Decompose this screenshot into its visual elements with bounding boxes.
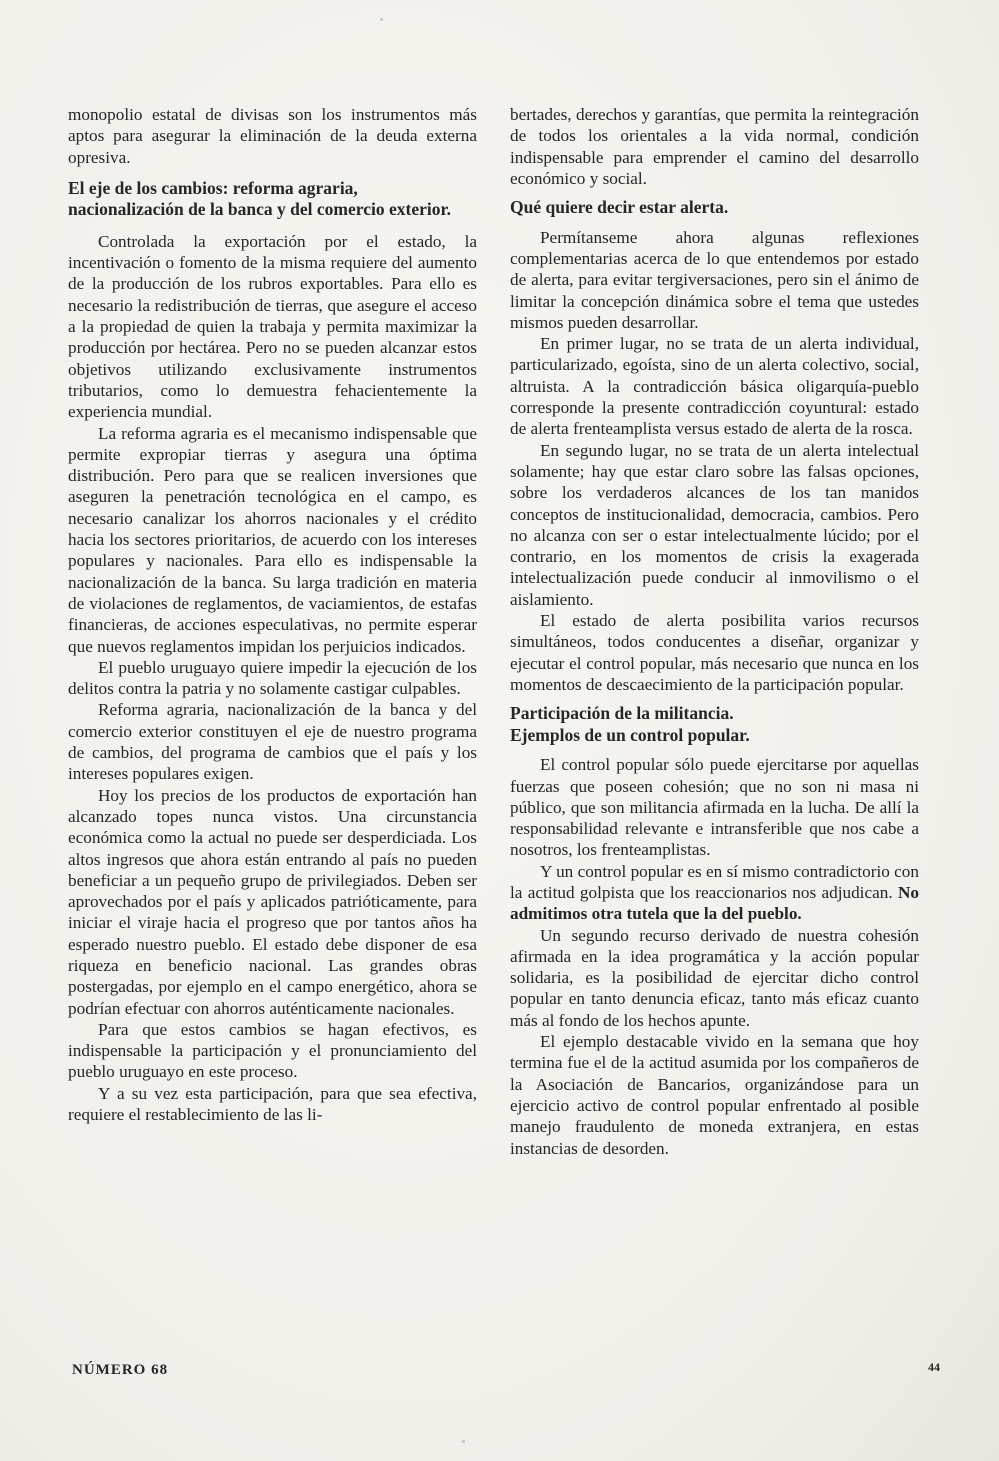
- paragraph: El ejemplo destacable vivido en la semana que hoy termina fue el de la actitud asumida por los compañeros de la Asociación de Bancarios, organizándose para un ejercicio activo de control popular enfrentado al posible manejo fraudulento de moneda extranjera, en estas instancias de desorden.: [510, 1032, 919, 1158]
- paper-speck: [380, 18, 383, 21]
- section-heading-line: Ejemplos de un control popular.: [510, 724, 750, 745]
- paragraph: bertades, derechos y garantías, que permita la reintegración de todos los orientales a la vida normal, condición indispensable para emprender el camino del desarrollo económico y social.: [510, 105, 919, 188]
- paragraph: Para que estos cambios se hagan efectivos, es indispensable la participación y el pronunciamiento del pueblo uruguayo en este proceso.: [68, 1019, 477, 1082]
- paragraph: En segundo lugar, no se trata de un alerta intelectual solamente; hay que estar claro sobre las falsas opciones, sobre los verdaderos alcances de los tan manidos conceptos de institucionalidad, democracia, cambios. Pero no alcanza con ser o estar intelectualmente lúcido; por el contrario, en los momentos de crisis la exagerada intelectualización puede conducir al inmovilismo o el aislamiento.: [510, 440, 919, 609]
- paragraph: Controlada la exportación por el estado, la incentivación o fomento de la misma requiere del aumento de la producción de los rubros exportables. Para ello es necesario la redistribución de tierras, que asegure el acceso a la propiedad de quien la trabaja y permita maximizar la producción por hectárea. Pero no se pueden alcanzar estos objetivos utilizando exclusivamente instrumentos tributarios, como lo demuestra fehacientemente la experiencia mundial.: [68, 231, 477, 422]
- paragraph: [510, 861, 919, 925]
- paragraph: La reforma agraria es el mecanismo indispensable que permite expropiar tierras y asegura una óptima distribución. Pero para que se realicen inversiones que aseguren la penetración tecnológica en el campo, es necesario canalizar los ahorros nacionales y el crédito hacia los sectores prioritarios, de acuerdo con los intereses populares y nacionales. Para ello es indispensable la nacionalización de la banca. Su larga tradición en materia de violaciones de reglamentos, de vaciamientos, de estafas financieras, de acciones especulativas, no permite esperar que nuevos reglamentos impidan los perjuicios indicados.: [68, 423, 477, 656]
- section-heading: El eje de los cambios: reforma agraria, nacionalización de la banca y del comercio exterior.: [68, 177, 452, 220]
- paragraph: monopolio estatal de divisas son los instrumentos más aptos para asegurar la eliminación de la deuda externa opresiva.: [68, 105, 477, 167]
- paragraph: Y a su vez esta participación, para que sea efectiva, requiere el restablecimiento de las li-: [68, 1083, 477, 1125]
- section-heading-line: Participación de la militancia.: [510, 703, 734, 724]
- paragraph-text: Y un control popular es en sí mismo contradictorio con la actitud golpista que los reaccionarios nos adjudican.: [510, 861, 919, 902]
- paragraph: Permítanseme ahora algunas reflexiones complementarias acerca de lo que entendemos por estado de alerta, para evitar tergiversaciones, pero sin el ánimo de limitar la concepción dinámica sobre el tema que ustedes mismos pueden desarrollar.: [510, 227, 919, 332]
- paragraph: Hoy los precios de los productos de exportación han alcanzado topes nunca vistos. Una circunstancia económica como la actual no puede ser desperdiciada. Los altos ingresos que ahora están entrando al país no pueden beneficiar a un pequeño grupo de privilegiados. Deben ser aprovechados por el país y aplicados patrióticamente, para iniciar el viraje hacia el progreso que por tantos años ha esperado nuestro pueblo. El estado debe disponer de esa riqueza en beneficio nacional. Las grandes obras postergadas, por ejemplo en el campo energético, ahora se podrían efectuar con ahorros auténticamente nacionales.: [68, 785, 477, 1018]
- issue-number: NÚMERO 68: [72, 1362, 169, 1378]
- paragraph: Un segundo recurso derivado de nuestra cohesión afirmada en la idea programática y la acción popular solidaria, es la posibilidad de ejercitar dicho control popular en tanto denuncia eficaz, tanto más eficaz cuanto más al fondo de los hechos apunte.: [510, 925, 919, 1030]
- paragraph: El estado de alerta posibilita varios recursos simultáneos, todos conducentes a diseñar, organizar y ejecutar el control popular, más necesario que nunca en los momentos de descaecimiento de la participación popular.: [510, 611, 919, 694]
- paragraph: El control popular sólo puede ejercitarse por aquellas fuerzas que poseen cohesión; que no son ni masa ni público, que son militancia afirmada en la lucha. De allí la responsabilidad relevante e intransferible que nos cabe a nosotros, los frenteamplistas.: [510, 755, 919, 860]
- section-heading: [510, 703, 919, 746]
- paragraph: El pueblo uruguayo quiere impedir la ejecución de los delitos contra la patria y no solamente castigar culpables.: [68, 657, 477, 699]
- left-column: [68, 104, 477, 1125]
- right-column: [510, 104, 919, 1159]
- emphasis-text: No admitimos otra tutela que la del pueblo.: [510, 883, 919, 924]
- section-heading: Qué quiere decir estar alerta.: [510, 197, 729, 218]
- page-number: 44: [928, 1360, 940, 1374]
- paragraph: Reforma agraria, nacionalización de la banca y del comercio exterior constituyen el eje de nuestro programa de cambios, del programa de cambios que el país y los intereses populares exigen.: [68, 700, 477, 784]
- paragraph: En primer lugar, no se trata de un alerta individual, particularizado, egoísta, sino de un alerta colectivo, social, altruista. A la contradicción básica oligarquía-pueblo corresponde la presente contradicción coyuntural: estado de alerta frenteamplista versus estado de alerta de la rosca.: [510, 334, 919, 439]
- paper-speck: [462, 1440, 465, 1443]
